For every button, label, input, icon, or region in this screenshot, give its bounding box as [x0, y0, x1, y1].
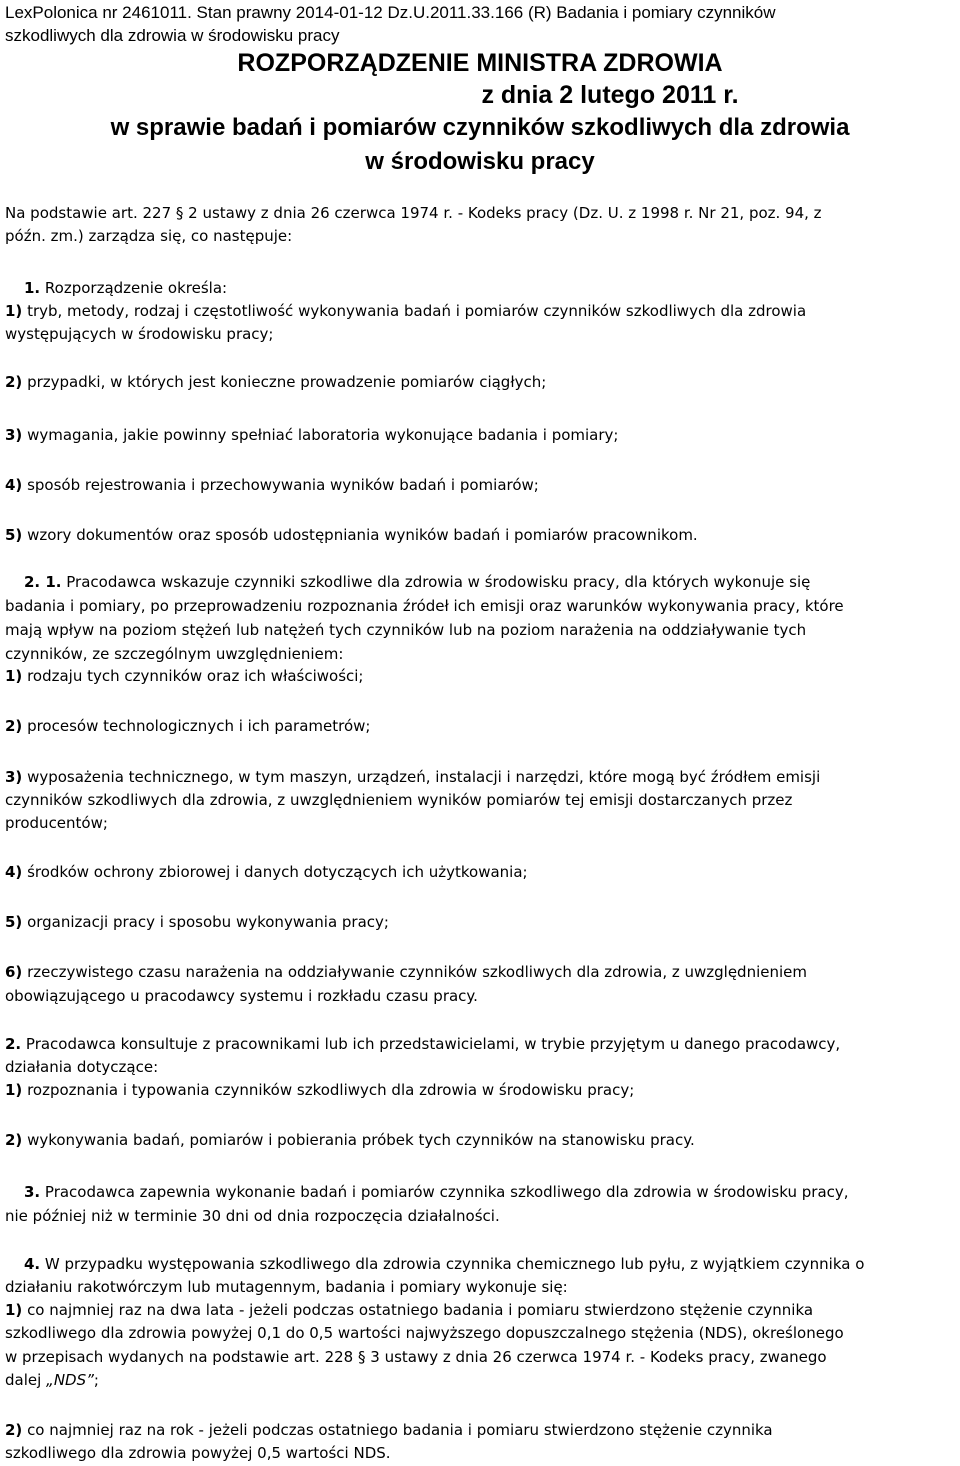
s1-point-4-number: 4) [5, 476, 23, 494]
s4-point-1-line-3: w przepisach wydanych na podstawie art. 228 § 3 ustawy z dnia 26 czerwca 1974 r. - Kodeks pracy, zwanego [5, 1348, 827, 1366]
s1-point-2-text: przypadki, w których jest konieczne prowadzenie pomiarów ciągłych; [22, 373, 547, 391]
s4-point-1-number: 1) [5, 1301, 23, 1319]
doc-title: ROZPORZĄDZENIE MINISTRA ZDROWIA [237, 49, 723, 77]
s2-point-2-number: 2) [5, 717, 23, 735]
s1-point-1-text: tryb, metody, rodzaj i częstotliwość wykonywania badań i pomiarów czynników szkodliwych dla zdrowia [22, 302, 807, 320]
s2-u2-point-2-number: 2) [5, 1131, 23, 1149]
s4-line-2: działaniu rakotwórczym lub mutagennym, badania i pomiary wykonuje się: [5, 1278, 568, 1296]
doc-subject-line-2: w środowisku pracy [365, 148, 595, 175]
preamble-line-1: Na podstawie art. 227 § 2 ustawy z dnia 26 czerwca 1974 r. - Kodeks pracy (Dz. U. z 1998 r. Nr 21, poz. 94, z [5, 204, 822, 222]
s2-line-2: badania i pomiary, po przeprowadzeniu rozpoznania źródeł ich emisji oraz warunków wykonywania pracy, które [5, 597, 844, 615]
s2-line-1 [24, 571, 810, 594]
s2-point-3-number: 3) [5, 768, 23, 786]
s2-u2-point-2 [5, 1129, 695, 1152]
s3-text: Pracodawca zapewnia wykonanie badań i pomiarów czynnika szkodliwego dla zdrowia w środowisku pracy, [40, 1183, 849, 1201]
s2-point-3-line-1 [5, 766, 820, 789]
s2-point-5-text: organizacji pracy i sposobu wykonywania pracy; [22, 913, 389, 931]
s1-intro [24, 277, 227, 300]
preamble-line-2: późn. zm.) zarządza się, co następuje: [5, 227, 293, 245]
s1-number: 1. [24, 279, 41, 297]
s4-point-1-line-2: szkodliwego dla zdrowia powyżej 0,1 do 0,5 wartości najwyższego dopuszczalnego stężenia (NDS), określonego [5, 1324, 844, 1342]
s2-point-3-line-3: producentów; [5, 814, 108, 832]
header-line-1: LexPolonica nr 2461011. Stan prawny 2014-01-12 Dz.U.2011.33.166 (R) Badania i pomiary czynników [5, 3, 776, 22]
s1-point-5 [5, 524, 698, 547]
s4-point-2-number: 2) [5, 1421, 23, 1439]
s4-point-1-line-4 [5, 1369, 99, 1392]
s2-point-1-number: 1) [5, 667, 23, 685]
s2-line-3: mają wpływ na poziom stężeń lub natężeń tych czynników lub na poziom narażenia na oddziaływanie tych [5, 621, 807, 639]
s2-point-4 [5, 861, 528, 884]
s2-point-3-line-2: czynników szkodliwych dla zdrowia, z uwzględnieniem wyników pomiarów tej emisji dostarczanych przez [5, 791, 793, 809]
s1-point-4-text: sposób rejestrowania i przechowywania wyników badań i pomiarów; [22, 476, 539, 494]
s2-u2-number: 2. [5, 1035, 22, 1053]
s2-u2-point-1-text: rozpoznania i typowania czynników szkodliwych dla zdrowia w środowisku pracy; [22, 1081, 635, 1099]
s2-point-1-text: rodzaju tych czynników oraz ich właściwości; [22, 667, 364, 685]
s1-text: Rozporządzenie określa: [40, 279, 228, 297]
s1-point-3-number: 3) [5, 426, 23, 444]
s2-u2-line-1 [5, 1033, 840, 1056]
s3-line-2: nie później niż w terminie 30 dni od dnia rozpoczęcia działalności. [5, 1207, 500, 1225]
s2-point-5 [5, 911, 389, 934]
s4-text: W przypadku występowania szkodliwego dla zdrowia czynnika chemicznego lub pyłu, z wyjątkiem czynnika o [40, 1255, 865, 1273]
s1-point-2-number: 2) [5, 373, 23, 391]
s2-u2-point-1-number: 1) [5, 1081, 23, 1099]
s1-point-3-text: wymagania, jakie powinny spełniać laboratoria wykonujące badania i pomiary; [22, 426, 619, 444]
s2-point-2 [5, 715, 370, 738]
s2-point-4-text: środków ochrony zbiorowej i danych dotyczących ich użytkowania; [22, 863, 528, 881]
s4-point-2-line-1 [5, 1419, 773, 1442]
s2-text-1: Pracodawca wskazuje czynniki szkodliwe dla zdrowia w środowisku pracy, dla których wykonuje się [61, 573, 811, 591]
s2-u2-point-1 [5, 1079, 634, 1102]
s4-line-1 [24, 1253, 864, 1276]
s2-point-6-line-2: obowiązującego u pracodawcy systemu i rozkładu czasu pracy. [5, 987, 478, 1005]
s4-number: 4. [24, 1255, 41, 1273]
s4-point-1-line-1 [5, 1299, 813, 1322]
s4-point-1-text: co najmniej raz na dwa lata - jeżeli podczas ostatniego badania i pomiaru stwierdzono stężenie czynnika [22, 1301, 814, 1319]
s1-point-5-text: wzory dokumentów oraz sposób udostępniania wyników badań i pomiarów pracownikom. [22, 526, 698, 544]
s2-u2-point-2-text: wykonywania badań, pomiarów i pobierania próbek tych czynników na stanowisku pracy. [22, 1131, 695, 1149]
s1-point-3 [5, 424, 618, 447]
s4-point-1-dalej: dalej [5, 1371, 47, 1389]
s2-number: 2. 1. [24, 573, 62, 591]
s1-point-2 [5, 371, 546, 394]
s2-point-1 [5, 665, 363, 688]
s1-point-5-number: 5) [5, 526, 23, 544]
s1-point-1-line-1 [5, 300, 806, 323]
s2-point-5-number: 5) [5, 913, 23, 931]
s2-point-2-text: procesów technologicznych i ich parametrów; [22, 717, 371, 735]
s2-u2-text: Pracodawca konsultuje z pracownikami lub ich przedstawicielami, w trybie przyjętym u danego pracodawcy, [21, 1035, 841, 1053]
s3-number: 3. [24, 1183, 41, 1201]
s4-point-2-line-2: szkodliwego dla zdrowia powyżej 0,5 wartości NDS. [5, 1444, 391, 1462]
s2-u2-line-2: działania dotyczące: [5, 1058, 159, 1076]
header-line-2: szkodliwych dla zdrowia w środowisku pracy [5, 26, 340, 45]
s4-point-1-semicolon: ; [93, 1371, 99, 1389]
s2-point-6-line-1 [5, 961, 807, 984]
s3-line-1 [24, 1181, 849, 1204]
doc-date: z dnia 2 lutego 2011 r. [481, 81, 739, 109]
s2-point-6-text: rzeczywistego czasu narażenia na oddziaływanie czynników szkodliwych dla zdrowia, z uwzględnieniem [22, 963, 807, 981]
s2-point-3-text: wyposażenia technicznego, w tym maszyn, urządzeń, instalacji i narzędzi, które mogą być źródłem emisji [22, 768, 821, 786]
s2-point-4-number: 4) [5, 863, 23, 881]
s1-point-4 [5, 474, 539, 497]
s2-line-4: czynników, ze szczególnym uwzględnieniem: [5, 645, 344, 663]
s1-point-1-line-2: występujących w środowisku pracy; [5, 325, 274, 343]
s4-point-2-text: co najmniej raz na rok - jeżeli podczas ostatniego badania i pomiaru stwierdzono stężenie czynnika [22, 1421, 773, 1439]
doc-subject-line-1: w sprawie badań i pomiarów czynników szkodliwych dla zdrowia [110, 114, 850, 141]
s4-point-1-nds-term: „NDS” [46, 1371, 94, 1389]
s2-point-6-number: 6) [5, 963, 23, 981]
s1-point-1-number: 1) [5, 302, 23, 320]
